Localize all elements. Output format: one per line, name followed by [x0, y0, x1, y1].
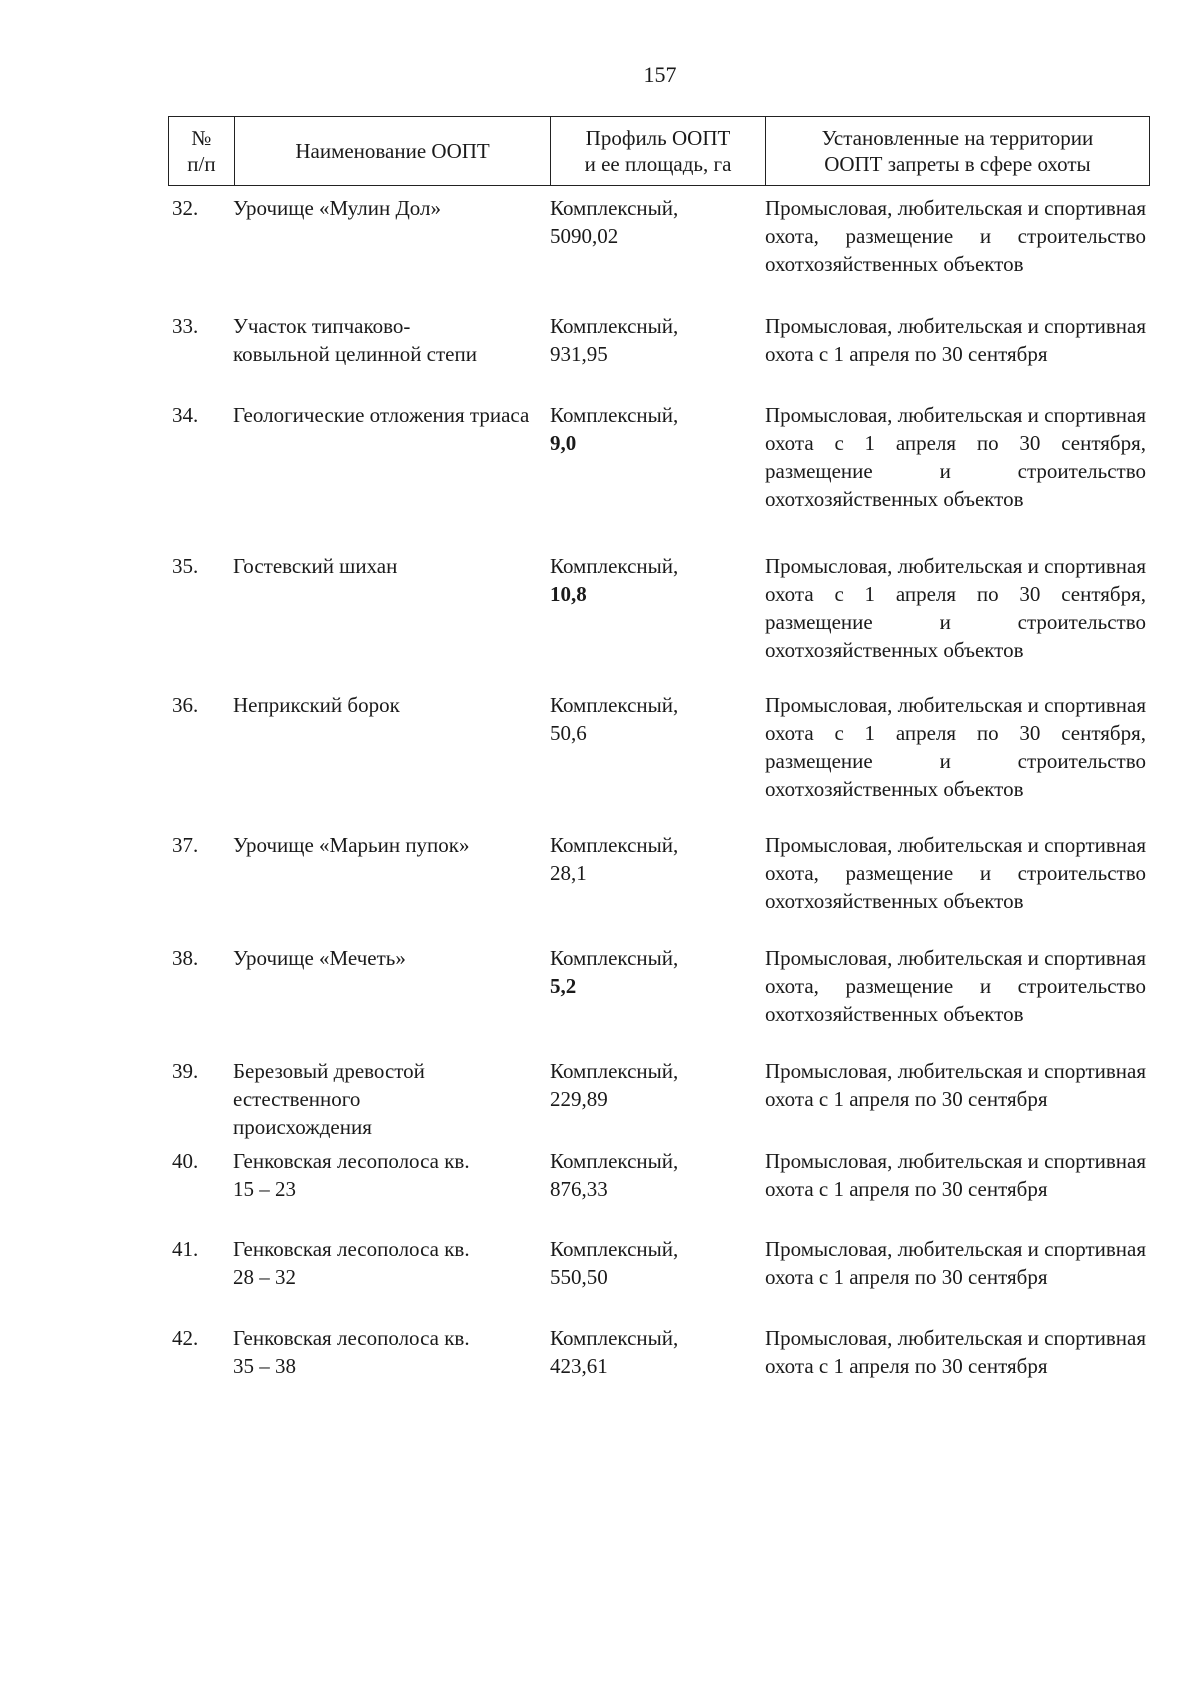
table-row — [168, 1147, 1150, 1203]
row-bans: Промысловая, любительская и спортивная охота с 1 апреля по 30 сентября, размещение и строительство охотхозяйственных объектов — [765, 554, 1146, 662]
row-area: 876,33 — [550, 1177, 608, 1201]
row-name: Березовый древостой естественного происхождения — [233, 1059, 425, 1139]
row-number: 36. — [172, 693, 199, 717]
row-profile: Комплексный, — [550, 196, 679, 220]
row-profile-cell — [550, 552, 765, 664]
row-number: 32. — [172, 196, 199, 220]
table-row — [168, 1324, 1150, 1380]
row-name: Генковская лесополоса кв. 35 – 38 — [233, 1326, 470, 1378]
row-area: 423,61 — [550, 1354, 608, 1378]
row-name: Урочище «Марьин пупок» — [233, 833, 470, 857]
table-row — [168, 691, 1150, 803]
row-profile: Комплексный, — [550, 1059, 679, 1083]
row-area: 5,2 — [550, 974, 577, 998]
row-bans: Промысловая, любительская и спортивная охота с 1 апреля по 30 сентября, размещение и строительство охотхозяйственных объектов — [765, 693, 1146, 801]
header-bans: Установленные на территории ООПТ запреты в сфере охоты — [765, 117, 1149, 185]
row-bans: Промысловая, любительская и спортивная охота с 1 апреля по 30 сентября — [765, 1059, 1146, 1111]
row-profile-cell — [550, 312, 765, 368]
row-area: 9,0 — [550, 431, 577, 455]
row-area: 28,1 — [550, 861, 587, 885]
row-area: 229,89 — [550, 1087, 608, 1111]
row-bans: Промысловая, любительская и спортивная охота с 1 апреля по 30 сентября — [765, 1326, 1146, 1378]
row-profile-cell — [550, 1147, 765, 1203]
row-profile: Комплексный, — [550, 1237, 679, 1261]
row-area: 50,6 — [550, 721, 587, 745]
row-bans: Промысловая, любительская и спортивная охота, размещение и строительство охотхозяйственных объектов — [765, 946, 1146, 1026]
table-row — [168, 1057, 1150, 1141]
row-area: 550,50 — [550, 1265, 608, 1289]
row-name: Генковская лесополоса кв. 28 – 32 — [233, 1237, 470, 1289]
table-row — [168, 944, 1150, 1028]
table-row — [168, 1235, 1150, 1291]
table-header — [168, 116, 1150, 186]
header-num: № п/п — [187, 126, 216, 176]
header-name: Наименование ООПТ — [234, 117, 550, 185]
row-bans: Промысловая, любительская и спортивная охота с 1 апреля по 30 сентября, размещение и строительство охотхозяйственных объектов — [765, 403, 1146, 511]
row-name: Генковская лесополоса кв. 15 – 23 — [233, 1149, 470, 1201]
row-name: Неприкский борок — [233, 693, 400, 717]
row-number: 39. — [172, 1059, 199, 1083]
row-area: 931,95 — [550, 342, 608, 366]
row-profile: Комплексный, — [550, 403, 679, 427]
table-body — [168, 186, 1150, 1476]
row-number: 42. — [172, 1326, 199, 1350]
page-number: 157 — [643, 62, 677, 87]
row-profile-cell — [550, 831, 765, 915]
table-row — [168, 194, 1150, 278]
row-bans: Промысловая, любительская и спортивная охота, размещение и строительство охотхозяйственных объектов — [765, 196, 1146, 276]
row-name: Гостевский шихан — [233, 554, 398, 578]
row-area: 10,8 — [550, 582, 587, 606]
row-profile-cell — [550, 401, 765, 513]
row-name: Урочище «Мулин Дол» — [233, 196, 441, 220]
row-number: 38. — [172, 946, 199, 970]
row-area: 5090,02 — [550, 224, 619, 248]
table-row — [168, 552, 1150, 664]
row-profile-cell — [550, 1057, 765, 1141]
row-bans: Промысловая, любительская и спортивная охота с 1 апреля по 30 сентября — [765, 1237, 1146, 1289]
row-profile: Комплексный, — [550, 554, 679, 578]
row-profile-cell — [550, 194, 765, 278]
row-name: Урочище «Мечеть» — [233, 946, 406, 970]
row-profile: Комплексный, — [550, 1149, 679, 1173]
row-profile: Комплексный, — [550, 314, 679, 338]
row-profile: Комплексный, — [550, 693, 679, 717]
row-profile-cell — [550, 944, 765, 1028]
row-profile-cell — [550, 1235, 765, 1291]
row-bans: Промысловая, любительская и спортивная охота, размещение и строительство охотхозяйственных объектов — [765, 833, 1146, 913]
row-profile: Комплексный, — [550, 1326, 679, 1350]
row-number: 40. — [172, 1149, 199, 1173]
row-name: Геологические отложения триаса — [233, 403, 530, 427]
table-row — [168, 831, 1150, 915]
table-row — [168, 401, 1150, 513]
restrictions-table — [168, 116, 1150, 1476]
row-number: 33. — [172, 314, 199, 338]
row-profile: Комплексный, — [550, 946, 679, 970]
header-profile: Профиль ООПТ и ее площадь, га — [550, 117, 765, 185]
row-number: 35. — [172, 554, 199, 578]
row-number: 34. — [172, 403, 199, 427]
row-bans: Промысловая, любительская и спортивная охота с 1 апреля по 30 сентября — [765, 314, 1146, 366]
row-profile-cell — [550, 1324, 765, 1380]
row-number: 37. — [172, 833, 199, 857]
row-number: 41. — [172, 1237, 199, 1261]
table-row — [168, 312, 1150, 368]
row-profile-cell — [550, 691, 765, 803]
row-name: Участок типчаково-ковыльной целинной степи — [233, 314, 477, 366]
row-profile: Комплексный, — [550, 833, 679, 857]
row-bans: Промысловая, любительская и спортивная охота с 1 апреля по 30 сентября — [765, 1149, 1146, 1201]
